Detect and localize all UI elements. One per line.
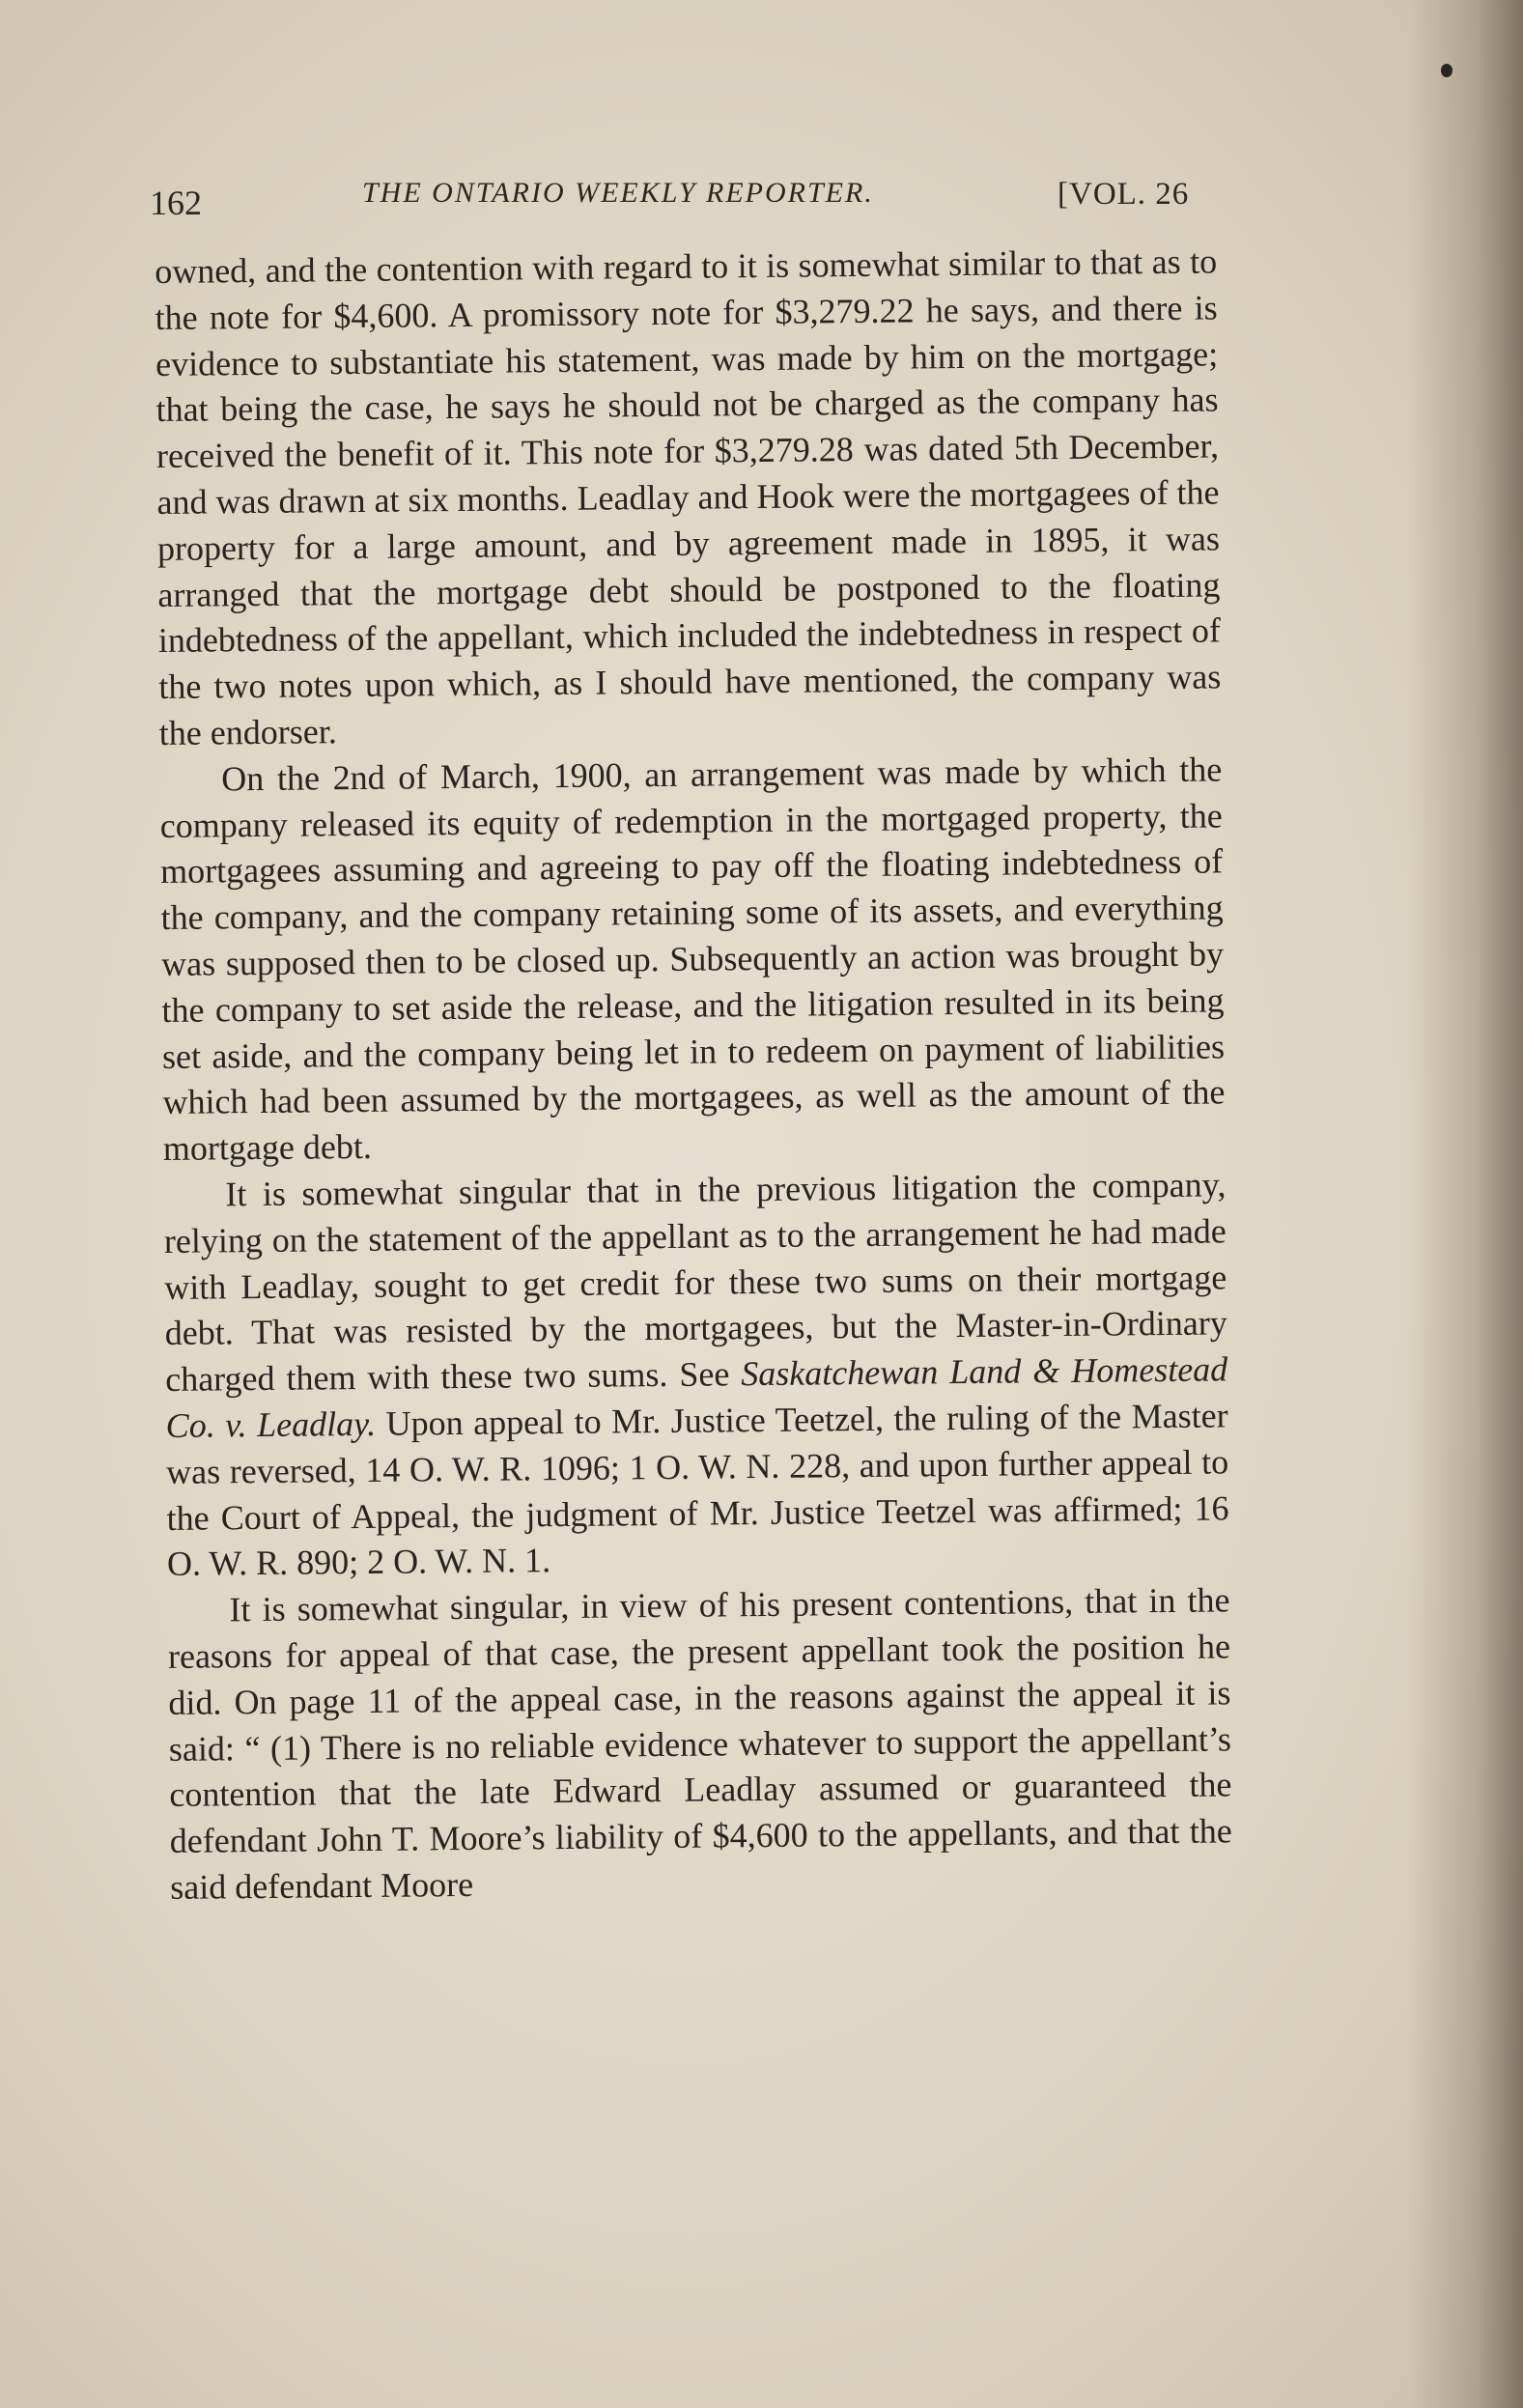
page-number: 162: [150, 184, 202, 222]
ink-speck: [1441, 64, 1452, 77]
paragraph-2: On the 2nd of March, 1900, an arrangement was made by which the company released its equity of redemption in the mortgaged property, the mortgagees assuming and agreeing to pay off the floating indebtedness of the company, and the company retaining some of its assets, and everything was supposed then to be closed up. Subsequently an action was brought by the company to set aside the release, and the litigation resulted in its being set aside, and the company being let in to redeem on payment of liabilities which had been assumed by the mortgagees, as well as the amount of the mortgage debt.: [159, 750, 1226, 1169]
paragraph-3: [163, 1162, 1229, 1588]
paragraph-4: It is somewhat singular, in view of his present contentions, that in the reasons for appeal of that case, the present appellant took the position he did. On page 11 of the appeal case, in the reasons against the appeal it is said: “ (1) There is no reliable evidence whatever to support the appellant’s contention that the late Edward Leadlay assumed or guaranteed the defendant John T. Moore’s liability of $4,600 to the appellants, and that the said defendant Moore: [167, 1580, 1232, 1907]
case-citation: Saskatchewan Land & Homestead Co. v. Leadlay.: [165, 1349, 1228, 1445]
binding-shadow: [1407, 0, 1523, 2408]
body-text: [155, 239, 1232, 1911]
running-title: THE ONTARIO WEEKLY REPORTER.: [362, 177, 874, 209]
volume-label: [VOL. 26: [1058, 177, 1190, 212]
paragraph-3-lead: It is somewhat singular that in the previous litigation the company, relying on the statement of the appellant as to the arrangement he had made with Leadlay, sought to get credit for these two sums on their mortgage debt. That was resisted by the mortgagees, but the Master-in-Ordinary charged them with these two sums. See: [163, 1165, 1227, 1400]
paragraph-1: owned, and the contention with regard to it is somewhat similar to that as to the note for $4,600. A promissory note for $3,279.22 he says, and there is evidence to substantiate his statement, was made by him on the mortgage; that being the case, he says he should not be charged as the company has received the benefit of it. This note for $3,279.28 was dated 5th December, and was drawn at six months. Leadlay and Hook were the mortgagees of the property for a large amount, and by agreement made in 1895, it was arranged that the mortgage debt should be postponed to the floating indebtedness of the appellant, which included the indebtedness in respect of the two notes upon which, as I should have mentioned, the company was the endorser.: [155, 241, 1222, 752]
paragraph-3-tail: Upon appeal to Mr. Justice Teetzel, the ruling of the Master was reversed, 14 O. W. R. 1096; 1 O. W. N. 228, and upon further appeal to the Court of Appeal, the judgment of Mr. Justice Teetzel was affirmed; 16 O. W. R. 890; 2 O. W. N. 1.: [165, 1396, 1229, 1584]
page-header: [150, 169, 1212, 227]
